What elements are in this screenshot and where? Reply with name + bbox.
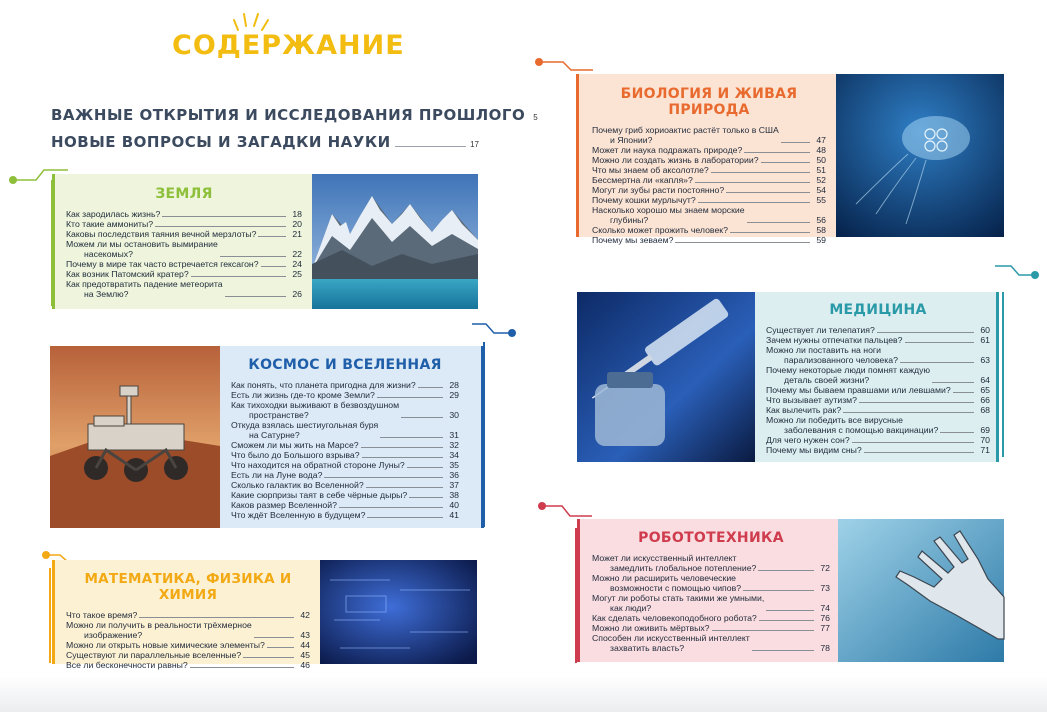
toc-entry-line1: Может ли искусственный интеллект	[592, 553, 737, 563]
toc-entry-line1: Сколько галактик во Вселенной?	[231, 480, 364, 490]
math-item-list	[66, 610, 310, 670]
toc-entry-page: 30	[449, 410, 459, 420]
toc-entry-line2: на Сатурне?	[249, 430, 300, 440]
toc-entry-page: 24	[292, 259, 302, 269]
dot-leader	[726, 192, 810, 193]
dot-leader	[905, 342, 974, 343]
toc-top-entry[interactable]	[51, 131, 479, 151]
dot-leader	[401, 417, 443, 418]
toc-entry-page: 68	[980, 405, 990, 415]
toc-entry[interactable]	[66, 610, 310, 620]
toc-entry-page: 70	[980, 435, 990, 445]
toc-entry[interactable]	[66, 269, 302, 279]
med-toc	[766, 302, 990, 458]
toc-entry-question	[766, 345, 898, 365]
toc-entry[interactable]	[66, 219, 302, 229]
toc-entry-page: 71	[980, 445, 990, 455]
robo-item-list	[592, 553, 830, 653]
space-toc	[231, 357, 459, 523]
toc-entry-line1: Можно ли создать жизнь в лаборатории?	[592, 155, 759, 165]
toc-entry-line1: Что ждёт Вселенную в будущем?	[231, 510, 366, 520]
toc-entry-line2: изображение?	[84, 630, 143, 640]
toc-entry-question	[592, 205, 745, 225]
toc-entry-question	[231, 500, 337, 510]
toc-entry-page: 69	[980, 425, 990, 435]
dot-leader	[254, 637, 294, 638]
dot-leader	[744, 152, 810, 153]
toc-entry[interactable]	[231, 380, 459, 390]
toc-entry-page: 72	[820, 563, 830, 573]
toc-entry-line1: Можно ли расширить человеческие	[592, 573, 737, 583]
toc-entry[interactable]	[766, 385, 990, 395]
med-section-title: МЕДИЦИНА	[829, 302, 927, 318]
earth-section-title: ЗЕМЛЯ	[155, 186, 213, 202]
toc-entry-line1: Как возник Патомский кратер?	[66, 269, 189, 279]
toc-entry-question	[592, 165, 709, 175]
toc-entry[interactable]	[592, 195, 826, 205]
dot-leader	[243, 657, 294, 658]
toc-entry-question	[66, 269, 189, 279]
toc-entry[interactable]	[592, 225, 826, 235]
toc-entry-question	[66, 640, 265, 650]
toc-entry-line1: Что такое время?	[66, 610, 138, 620]
toc-entry[interactable]	[592, 145, 826, 155]
toc-entry-line1: Что находится на обратной стороне Луны?	[231, 460, 405, 470]
toc-entry-line1: Каковы последствия таяния вечной мерзлоты?	[66, 229, 257, 239]
toc-entry-line2: и Японии?	[610, 135, 653, 145]
toc-entry-line1: Кто такие аммониты?	[66, 219, 154, 229]
jellyfish-image	[836, 74, 1004, 237]
dot-leader	[730, 232, 810, 233]
top-entry-title: ВАЖНЫЕ ОТКРЫТИЯ И ИССЛЕДОВАНИЯ ПРОШЛОГО	[51, 106, 526, 124]
toc-entry-question	[66, 279, 223, 299]
dot-leader	[747, 222, 810, 223]
dot-leader	[361, 447, 443, 448]
robo-toc	[592, 530, 830, 660]
top-entry-page: 5	[533, 113, 538, 122]
toc-entry-page: 65	[980, 385, 990, 395]
toc-entry-question	[592, 125, 779, 145]
toc-entry-line2: пространстве?	[249, 410, 309, 420]
toc-entry-question	[66, 660, 188, 670]
toc-entry-page: 41	[449, 510, 459, 520]
toc-entry-question	[766, 365, 930, 385]
toc-entry[interactable]	[592, 125, 826, 145]
toc-entry-page: 20	[292, 219, 302, 229]
dot-leader	[418, 387, 443, 388]
toc-entry-question	[766, 435, 850, 445]
toc-entry[interactable]	[592, 155, 826, 165]
toc-entry[interactable]	[231, 510, 459, 520]
dot-leader	[155, 226, 286, 227]
toc-entry[interactable]	[231, 490, 459, 500]
math-toc	[66, 571, 310, 670]
toc-entry[interactable]	[766, 395, 990, 405]
toc-entry-page: 56	[816, 215, 826, 225]
toc-entry-page: 28	[449, 380, 459, 390]
toc-entry-question	[231, 390, 375, 400]
toc-entry[interactable]	[66, 650, 310, 660]
toc-entry-page: 35	[449, 460, 459, 470]
dot-leader	[711, 172, 810, 173]
toc-entry-question	[592, 613, 757, 623]
toc-entry-question	[766, 335, 903, 345]
toc-entry-line1: Почему гриб хориоактис растёт только в США	[592, 125, 779, 135]
toc-entry-question	[66, 239, 218, 259]
dot-leader	[407, 467, 443, 468]
vaccine-image	[577, 292, 755, 462]
toc-entry-line1: Существуют ли параллельные вселенные?	[66, 650, 242, 660]
toc-entry-line2: замедлить глобальное потепление?	[610, 563, 757, 573]
dot-leader	[752, 650, 814, 651]
toc-entry-question	[592, 553, 756, 573]
toc-entry-question	[592, 225, 728, 235]
toc-entry-line1: Могут ли зубы расти постоянно?	[592, 185, 725, 195]
toc-entry-line1: Можно ли оживить мёртвых?	[592, 623, 710, 633]
med-item-list	[766, 325, 990, 455]
toc-entry-page: 59	[816, 235, 826, 245]
earth-toc	[66, 186, 302, 306]
toc-entry-question	[592, 235, 673, 245]
toc-entry-question	[66, 620, 252, 640]
toc-entry-line1: Насколько хорошо мы знаем морские	[592, 205, 745, 215]
dot-leader	[190, 667, 294, 668]
toc-entry-question	[592, 623, 710, 633]
earth-item-list	[66, 209, 302, 299]
dot-leader	[877, 332, 974, 333]
toc-entry-line1: Сколько может прожить человек?	[592, 225, 728, 235]
med-connector	[995, 262, 1043, 462]
toc-top-entry[interactable]	[51, 104, 538, 124]
dot-leader	[324, 477, 443, 478]
dot-leader	[162, 216, 286, 217]
toc-entry-question	[231, 420, 378, 440]
toc-entry-page: 60	[980, 325, 990, 335]
toc-entry-page: 61	[980, 335, 990, 345]
dot-leader	[940, 432, 974, 433]
toc-entry-line1: Бессмертна ли «капля»?	[592, 175, 693, 185]
toc-entry-line1: Почему мы бываем правшами или левшами?	[766, 385, 951, 395]
toc-entry[interactable]	[231, 420, 459, 440]
toc-entry[interactable]	[592, 235, 826, 245]
toc-entry-question	[766, 325, 875, 335]
toc-entry-page: 64	[980, 375, 990, 385]
toc-entry-line1: Существует ли телепатия?	[766, 325, 875, 335]
toc-entry-line1: Все ли бесконечности равны?	[66, 660, 188, 670]
toc-entry[interactable]	[592, 613, 830, 623]
toc-entry[interactable]	[66, 279, 302, 299]
toc-entry[interactable]	[66, 660, 310, 670]
dot-leader	[139, 617, 294, 618]
toc-entry-line1: Способен ли искусственный интеллект	[592, 633, 750, 643]
dot-leader	[675, 242, 810, 243]
toc-entry[interactable]	[66, 640, 310, 650]
toc-entry-question	[592, 573, 741, 593]
toc-entry-question	[766, 395, 857, 405]
toc-entry-page: 63	[980, 355, 990, 365]
toc-entry-question	[66, 259, 259, 269]
toc-entry[interactable]	[592, 623, 830, 633]
dot-leader	[953, 392, 974, 393]
dot-leader	[781, 142, 810, 143]
toc-entry-question	[231, 380, 416, 390]
toc-entry[interactable]	[66, 239, 302, 259]
bio-section-title: БИОЛОГИЯ И ЖИВАЯ ПРИРОДА	[620, 86, 798, 118]
toc-entry-page: 44	[300, 640, 310, 650]
dot-leader	[395, 146, 466, 147]
dot-leader	[859, 402, 974, 403]
toc-entry[interactable]	[766, 415, 990, 435]
toc-entry[interactable]	[231, 440, 459, 450]
toc-entry-question	[592, 175, 693, 185]
space-item-list	[231, 380, 459, 520]
dot-leader	[761, 162, 810, 163]
dot-leader	[267, 647, 294, 648]
toc-entry-question	[592, 185, 724, 195]
toc-entry-line1: Зачем нужны отпечатки пальцев?	[766, 335, 903, 345]
bio-toc	[592, 86, 826, 245]
toc-entry-page: 76	[820, 613, 830, 623]
toc-entry-line1: Могут ли роботы стать такими же умными,	[592, 593, 765, 603]
toc-entry-page: 51	[816, 165, 826, 175]
toc-entry[interactable]	[231, 390, 459, 400]
toc-entry-page: 74	[820, 603, 830, 613]
space-section-title: КОСМОС И ВСЕЛЕННАЯ	[248, 357, 442, 373]
toc-entry-line2: возможности с помощью чипов?	[610, 583, 742, 593]
toc-entry-page: 55	[816, 195, 826, 205]
toc-entry-line1: Почему мы видим сны?	[766, 445, 862, 455]
toc-entry-line1: Как предотвратить падение метеорита	[66, 279, 223, 289]
toc-entry[interactable]	[592, 573, 830, 593]
toc-entry-line1: Можем ли мы остановить вымирание	[66, 239, 218, 249]
toc-entry[interactable]	[766, 405, 990, 415]
toc-entry-line2: как люди?	[610, 603, 652, 613]
toc-entry[interactable]	[592, 553, 830, 573]
mountains-image	[312, 174, 478, 309]
toc-entry-line1: Каков размер Вселенной?	[231, 500, 337, 510]
toc-entry-page: 42	[300, 610, 310, 620]
toc-entry-question	[66, 610, 137, 620]
toc-entry-question	[66, 219, 153, 229]
toc-entry-line1: Есть ли на Луне вода?	[231, 470, 323, 480]
toc-entry-page: 66	[980, 395, 990, 405]
toc-entry[interactable]	[592, 593, 830, 613]
toc-entry-page: 37	[449, 480, 459, 490]
toc-entry-question	[766, 385, 951, 395]
dot-leader	[864, 452, 974, 453]
dot-leader	[191, 276, 286, 277]
toc-entry-line2: глубины?	[610, 215, 649, 225]
toc-entry-question	[66, 209, 160, 219]
dot-leader	[261, 266, 286, 267]
toc-entry-page: 58	[816, 225, 826, 235]
page-bottom-shadow	[0, 676, 1047, 712]
toc-entry-line1: Как вылечить рак?	[766, 405, 842, 415]
toc-entry-line1: Можно ли открыть новые химические элементы?	[66, 640, 265, 650]
toc-entry-page: 43	[300, 630, 310, 640]
toc-entry-question	[592, 155, 759, 165]
toc-entry-line1: Может ли наука подражать природе?	[592, 145, 743, 155]
toc-entry-line1: Откуда взялась шестиугольная буря	[231, 420, 379, 430]
toc-entry-question	[592, 195, 696, 205]
toc-entry[interactable]	[231, 470, 459, 480]
top-entry-page: 17	[470, 140, 479, 149]
dot-leader	[852, 442, 974, 443]
dot-leader	[366, 487, 443, 488]
toc-entry-question	[231, 440, 359, 450]
toc-entry-page: 48	[816, 145, 826, 155]
page-title: СОДЕРЖАНИЕ	[172, 30, 405, 61]
toc-entry-line1: Для чего нужен сон?	[766, 435, 850, 445]
dot-leader	[258, 236, 286, 237]
bio-item-list	[592, 125, 826, 245]
toc-entry-page: 77	[820, 623, 830, 633]
toc-entry[interactable]	[231, 450, 459, 460]
dot-leader	[712, 630, 814, 631]
robot-hand-image	[838, 519, 1004, 662]
toc-entry[interactable]	[231, 460, 459, 470]
dot-leader	[900, 362, 974, 363]
toc-entry-question	[231, 400, 399, 420]
dot-leader	[367, 517, 443, 518]
toc-entry-page: 25	[292, 269, 302, 279]
toc-entry-question	[766, 415, 938, 435]
toc-entry-line1: Что было до Большого взрыва?	[231, 450, 360, 460]
toc-entry-line2: парализованного человека?	[784, 355, 898, 365]
dot-leader	[362, 457, 443, 458]
toc-entry-page: 18	[292, 209, 302, 219]
dot-leader	[695, 182, 810, 183]
toc-entry-line1: Можно ли поставить на ноги	[766, 345, 881, 355]
toc-entry-line1: Как сделать человекоподобного робота?	[592, 613, 757, 623]
toc-entry-page: 38	[449, 490, 459, 500]
dot-leader	[843, 412, 974, 413]
dot-leader	[380, 437, 443, 438]
toc-entry-page: 78	[820, 643, 830, 653]
dot-leader	[377, 397, 443, 398]
toc-entry-line2: захватить власть?	[610, 643, 685, 653]
toc-entry-page: 47	[816, 135, 826, 145]
dot-leader	[932, 382, 974, 383]
mars-rover-image	[50, 346, 220, 528]
toc-entry-page: 26	[292, 289, 302, 299]
toc-entry-line2: насекомых?	[84, 249, 133, 259]
toc-entry-line1: Как тихоходки выживают в безвоздушном	[231, 400, 400, 410]
dot-leader	[766, 610, 814, 611]
toc-entry[interactable]	[592, 633, 830, 653]
toc-entry-line1: Почему мы зеваем?	[592, 235, 674, 245]
toc-entry-question	[66, 229, 256, 239]
toc-entry[interactable]	[592, 205, 826, 225]
toc-entry-page: 40	[449, 500, 459, 510]
toc-entry-page: 29	[449, 390, 459, 400]
toc-entry-page: 46	[300, 660, 310, 670]
toc-entry[interactable]	[766, 365, 990, 385]
toc-entry-question	[231, 470, 322, 480]
toc-entry-line2: деталь своей жизни?	[784, 375, 870, 385]
toc-entry-question	[231, 460, 405, 470]
toc-entry-page: 34	[449, 450, 459, 460]
toc-entry-line1: Почему кошки мурлычут?	[592, 195, 696, 205]
toc-entry-line1: Что вызывает аутизм?	[766, 395, 857, 405]
toc-entry-question	[231, 510, 365, 520]
toc-entry[interactable]	[231, 480, 459, 490]
toc-entry-question	[231, 450, 360, 460]
toc-entry[interactable]	[766, 325, 990, 335]
toc-entry-question	[592, 145, 742, 155]
toc-entry-line1: Как зародилась жизнь?	[66, 209, 161, 219]
toc-entry[interactable]	[592, 165, 826, 175]
toc-entry-page: 22	[292, 249, 302, 259]
toc-entry[interactable]	[231, 400, 459, 420]
toc-entry-line1: Можно ли победить все вирусные	[766, 415, 903, 425]
toc-entry-question	[592, 633, 750, 653]
toc-entry-line1: Какие сюрпризы таят в себе чёрные дыры?	[231, 490, 408, 500]
toc-entry-question	[231, 490, 407, 500]
math-section-title: МАТЕМАТИКА, ФИЗИКА И ХИМИЯ	[84, 571, 292, 603]
dot-leader	[759, 620, 814, 621]
toc-entry[interactable]	[592, 185, 826, 195]
toc-entry-page: 45	[300, 650, 310, 660]
dot-leader	[743, 590, 814, 591]
top-entry-title: НОВЫЕ ВОПРОСЫ И ЗАГАДКИ НАУКИ	[51, 133, 391, 151]
toc-entry[interactable]	[766, 435, 990, 445]
toc-entry-line1: Есть ли жизнь где-то кроме Земли?	[231, 390, 375, 400]
toc-entry[interactable]	[766, 345, 990, 365]
robo-section-title: РОБОТОТЕХНИКА	[638, 530, 784, 546]
toc-entry-line1: Можно ли получить в реальности трёхмерное	[66, 620, 252, 630]
toc-entry-question	[766, 445, 862, 455]
toc-entry-page: 50	[816, 155, 826, 165]
toc-entry-page: 36	[449, 470, 459, 480]
toc-entry-page: 21	[292, 229, 302, 239]
toc-entry-line2: на Землю?	[84, 289, 129, 299]
formulas-image	[320, 560, 477, 664]
toc-entry[interactable]	[231, 500, 459, 510]
toc-entry[interactable]	[766, 335, 990, 345]
dot-leader	[698, 202, 810, 203]
toc-entry-page: 31	[449, 430, 459, 440]
toc-entry[interactable]	[66, 209, 302, 219]
toc-entry-page: 73	[820, 583, 830, 593]
dot-leader	[409, 497, 443, 498]
toc-entry-page: 32	[449, 440, 459, 450]
toc-entry-question	[592, 593, 764, 613]
toc-entry-question	[766, 405, 841, 415]
toc-entry[interactable]	[66, 259, 302, 269]
dot-leader	[758, 570, 814, 571]
toc-entry-line1: Почему в мире так часто встречается гексагон?	[66, 259, 259, 269]
toc-entry-line2: заболевания с помощью вакцинации?	[784, 425, 939, 435]
toc-entry[interactable]	[766, 445, 990, 455]
toc-entry[interactable]	[66, 620, 310, 640]
toc-entry-line1: Почему некоторые люди помнят каждую	[766, 365, 930, 375]
toc-entry[interactable]	[592, 175, 826, 185]
dot-leader	[220, 256, 286, 257]
toc-entry[interactable]	[66, 229, 302, 239]
toc-entry-question	[231, 480, 364, 490]
toc-entry-line1: Сможем ли мы жить на Марсе?	[231, 440, 359, 450]
dot-leader	[339, 507, 443, 508]
toc-entry-question	[66, 650, 241, 660]
dot-leader	[225, 296, 286, 297]
toc-entry-page: 52	[816, 175, 826, 185]
toc-entry-page: 54	[816, 185, 826, 195]
title-rays-decoration	[232, 6, 272, 32]
toc-entry-line1: Как понять, что планета пригодна для жизни?	[231, 380, 416, 390]
toc-entry-line1: Что мы знаем об аксолотле?	[592, 165, 709, 175]
